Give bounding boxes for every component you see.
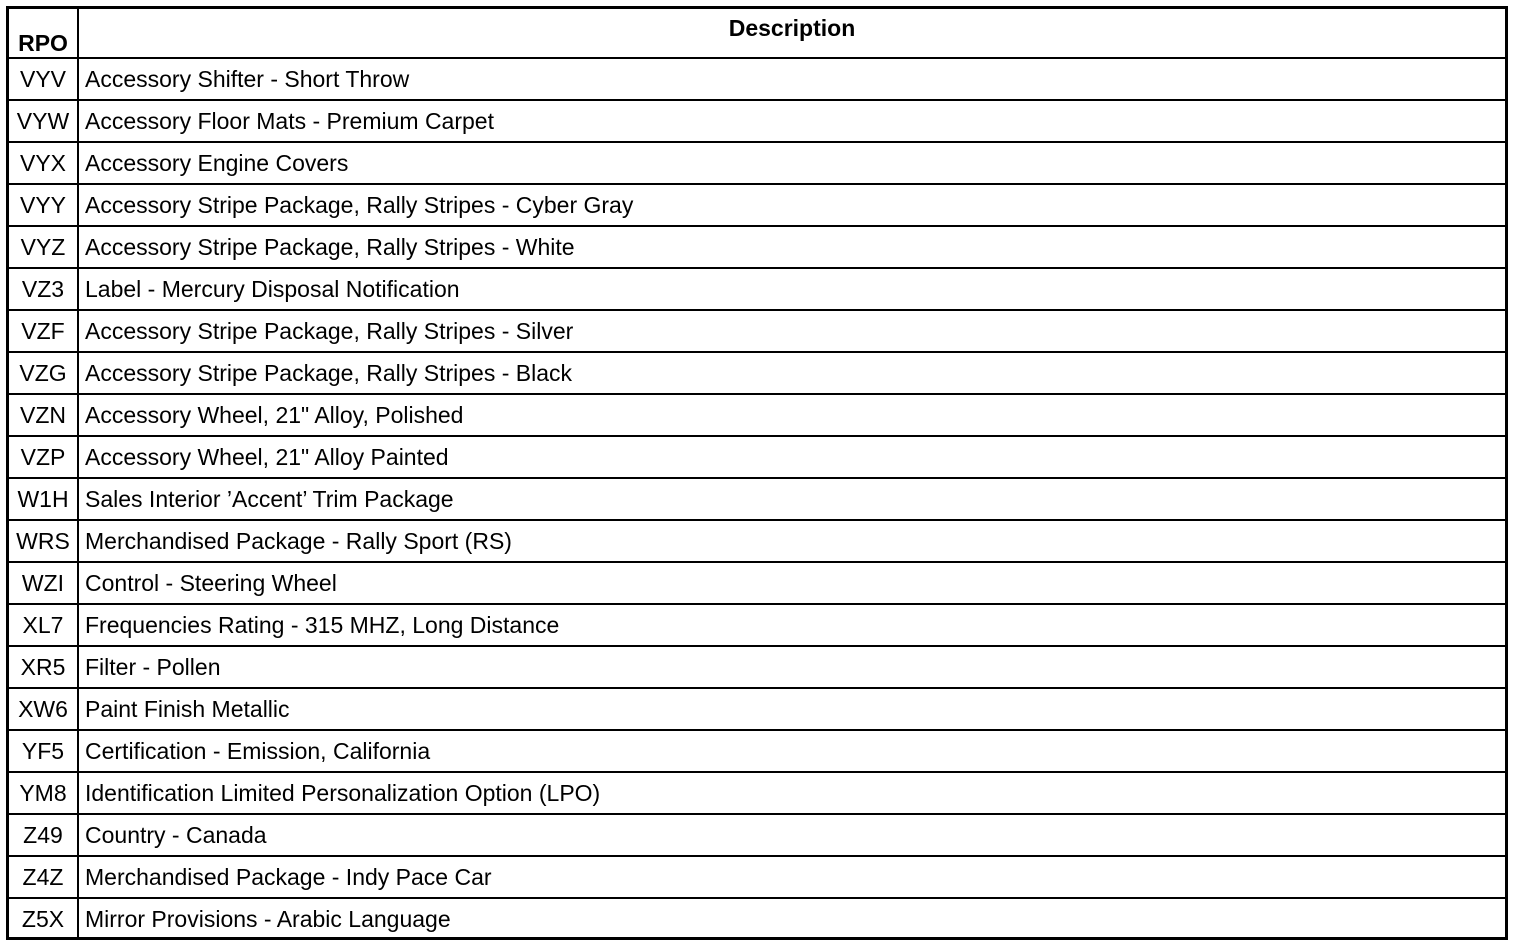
rpo-cell: XR5 xyxy=(9,646,78,688)
table-row xyxy=(9,604,1505,646)
rpo-cell: VYW xyxy=(9,100,78,142)
table-row xyxy=(9,58,1505,100)
description-cell: Merchandised Package - Rally Sport (RS) xyxy=(78,520,1505,562)
description-cell: Accessory Shifter - Short Throw xyxy=(78,58,1505,100)
description-cell: Certification - Emission, California xyxy=(78,730,1505,772)
table-row xyxy=(9,436,1505,478)
description-cell: Accessory Stripe Package, Rally Stripes - Black xyxy=(78,352,1505,394)
rpo-cell: VYX xyxy=(9,142,78,184)
rpo-table-container xyxy=(6,6,1508,940)
description-cell: Country - Canada xyxy=(78,814,1505,856)
description-cell: Accessory Stripe Package, Rally Stripes - Silver xyxy=(78,310,1505,352)
description-cell: Accessory Stripe Package, Rally Stripes - Cyber Gray xyxy=(78,184,1505,226)
rpo-cell: YM8 xyxy=(9,772,78,814)
description-cell: Accessory Floor Mats - Premium Carpet xyxy=(78,100,1505,142)
description-cell: Frequencies Rating - 315 MHZ, Long Distance xyxy=(78,604,1505,646)
rpo-cell: YF5 xyxy=(9,730,78,772)
table-row xyxy=(9,688,1505,730)
description-cell: Accessory Engine Covers xyxy=(78,142,1505,184)
table-row xyxy=(9,814,1505,856)
rpo-cell: Z49 xyxy=(9,814,78,856)
rpo-cell: XW6 xyxy=(9,688,78,730)
table-row xyxy=(9,394,1505,436)
rpo-cell: VZ3 xyxy=(9,268,78,310)
table-row xyxy=(9,562,1505,604)
description-cell: Accessory Stripe Package, Rally Stripes - White xyxy=(78,226,1505,268)
rpo-cell: VYZ xyxy=(9,226,78,268)
description-cell: Mirror Provisions - Arabic Language xyxy=(78,898,1505,939)
table-row xyxy=(9,730,1505,772)
table-header xyxy=(9,9,1505,58)
description-column-header: Description xyxy=(78,9,1505,58)
rpo-cell: VZP xyxy=(9,436,78,478)
rpo-cell: VYV xyxy=(9,58,78,100)
description-cell: Merchandised Package - Indy Pace Car xyxy=(78,856,1505,898)
description-cell: Label - Mercury Disposal Notification xyxy=(78,268,1505,310)
table-row xyxy=(9,184,1505,226)
table-row xyxy=(9,898,1505,939)
table-row xyxy=(9,352,1505,394)
rpo-cell: VYY xyxy=(9,184,78,226)
rpo-column-header: RPO xyxy=(9,9,78,58)
rpo-cell: W1H xyxy=(9,478,78,520)
rpo-cell: VZG xyxy=(9,352,78,394)
table-row xyxy=(9,142,1505,184)
table-row xyxy=(9,100,1505,142)
table-row xyxy=(9,268,1505,310)
rpo-cell: VZN xyxy=(9,394,78,436)
table-row xyxy=(9,310,1505,352)
rpo-cell: Z5X xyxy=(9,898,78,939)
table-row xyxy=(9,520,1505,562)
description-cell: Identification Limited Personalization Option (LPO) xyxy=(78,772,1505,814)
description-cell: Paint Finish Metallic xyxy=(78,688,1505,730)
rpo-cell: WRS xyxy=(9,520,78,562)
description-cell: Control - Steering Wheel xyxy=(78,562,1505,604)
description-cell: Sales Interior ’Accent’ Trim Package xyxy=(78,478,1505,520)
table-body xyxy=(9,58,1505,939)
rpo-cell: XL7 xyxy=(9,604,78,646)
description-cell: Accessory Wheel, 21" Alloy, Polished xyxy=(78,394,1505,436)
rpo-cell: Z4Z xyxy=(9,856,78,898)
rpo-cell: VZF xyxy=(9,310,78,352)
table-row xyxy=(9,226,1505,268)
header-row xyxy=(9,9,1505,58)
description-cell: Accessory Wheel, 21" Alloy Painted xyxy=(78,436,1505,478)
description-cell: Filter - Pollen xyxy=(78,646,1505,688)
rpo-table xyxy=(9,9,1505,939)
table-row xyxy=(9,772,1505,814)
rpo-cell: WZI xyxy=(9,562,78,604)
table-row xyxy=(9,856,1505,898)
table-row xyxy=(9,478,1505,520)
table-row xyxy=(9,646,1505,688)
